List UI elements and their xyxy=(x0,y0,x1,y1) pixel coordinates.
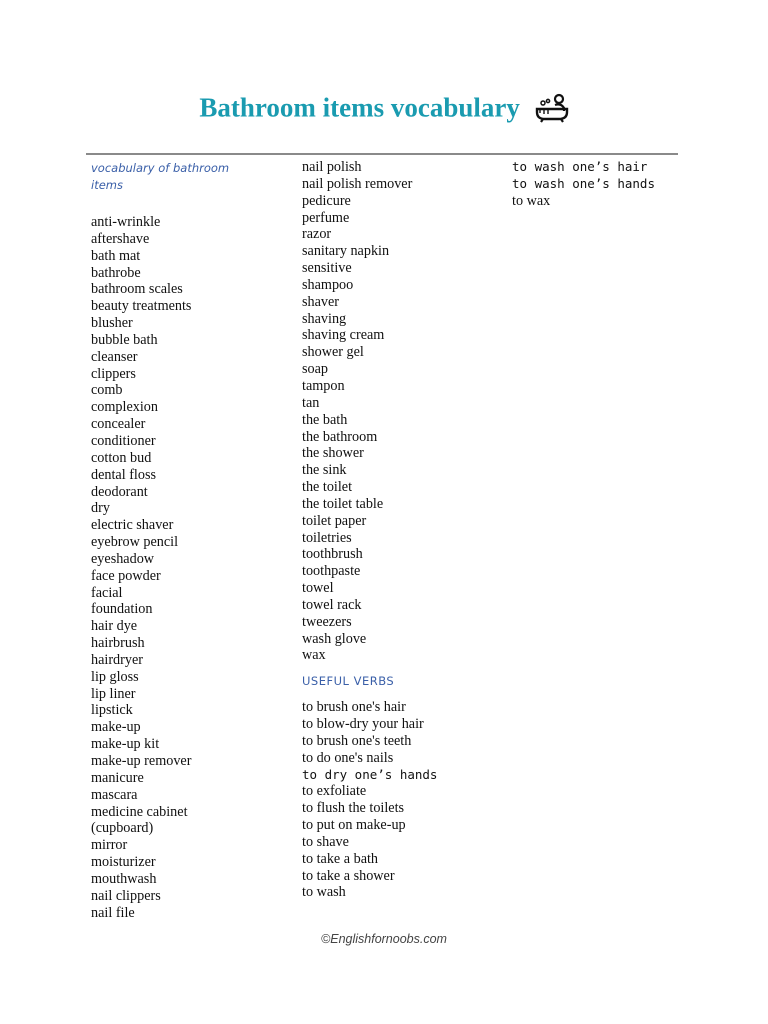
list-item: facial xyxy=(91,584,123,601)
list-item: wash glove xyxy=(302,630,367,647)
list-item: deodorant xyxy=(91,483,148,500)
list-item: to put on make-up xyxy=(302,817,406,834)
list-item: lip liner xyxy=(91,685,136,702)
list-item: soap xyxy=(302,361,329,378)
list-item: toilet paper xyxy=(302,512,367,529)
list-item: make-up kit xyxy=(91,736,160,753)
list-item: to dry one’s hands xyxy=(302,766,438,782)
list-item: electric shaver xyxy=(91,517,174,534)
list-item: sensitive xyxy=(302,260,352,277)
list-item: to wash one’s hair xyxy=(512,159,648,174)
list-item: the toilet xyxy=(302,479,353,496)
list-item: eyebrow pencil xyxy=(91,534,179,551)
list-item: aftershave xyxy=(91,230,150,247)
list-item: to take a bath xyxy=(302,850,379,867)
list-item: blusher xyxy=(91,315,133,332)
list-item: hairdryer xyxy=(91,651,143,668)
list-item: to brush one's hair xyxy=(302,699,406,716)
list-item: nail polish xyxy=(302,159,362,175)
list-item: shaving cream xyxy=(302,327,385,344)
list-item: shaver xyxy=(302,293,340,310)
list-item: towel xyxy=(302,580,334,597)
list-item: moisturizer xyxy=(91,854,156,871)
list-item: dry xyxy=(91,500,110,517)
verbs-list xyxy=(302,699,437,901)
list-item: to wash one’s hands xyxy=(512,175,655,191)
list-item: toiletries xyxy=(302,529,352,546)
list-item: lipstick xyxy=(91,702,133,719)
list-item: tweezers xyxy=(302,613,352,630)
list-item: bath mat xyxy=(91,247,141,264)
list-item: nail clippers xyxy=(91,887,161,904)
divider-line xyxy=(86,153,678,155)
vocab-list-1 xyxy=(91,214,261,921)
list-item: bathrobe xyxy=(91,264,141,281)
list-item: mouthwash xyxy=(91,870,157,887)
list-item: concealer xyxy=(91,416,146,433)
list-item: hairbrush xyxy=(91,635,145,652)
list-item: make-up xyxy=(91,719,141,736)
list-item: anti-wrinkle xyxy=(91,214,161,230)
list-item: bubble bath xyxy=(91,331,158,348)
list-item: pedicure xyxy=(302,192,351,209)
page-title xyxy=(0,90,768,123)
list-item: eyeshadow xyxy=(91,550,155,567)
subheading: vocabulary of bathroom items xyxy=(91,161,230,192)
list-item: beauty treatments xyxy=(91,298,192,315)
list-item: conditioner xyxy=(91,432,156,449)
list-item: bathroom scales xyxy=(91,281,183,298)
list-item: to blow-dry your hair xyxy=(302,716,424,732)
verbs-list-continued xyxy=(512,159,655,210)
column-3 xyxy=(512,159,655,210)
list-item: make-up remover xyxy=(91,753,192,769)
list-item: foundation xyxy=(91,601,153,618)
list-item: hair dye xyxy=(91,618,138,635)
list-item: complexion xyxy=(91,399,158,416)
list-item: dental floss xyxy=(91,466,157,483)
list-item: to do one's nails xyxy=(302,749,394,766)
list-item: nail file xyxy=(91,904,135,921)
list-item: sanitary napkin xyxy=(302,243,390,260)
list-item: razor xyxy=(302,226,332,243)
list-item: the bathroom xyxy=(302,428,378,445)
list-item: to brush one's teeth xyxy=(302,732,412,749)
list-item: towel rack xyxy=(302,596,362,613)
list-item: face powder xyxy=(91,567,161,584)
vocab-list-2 xyxy=(302,159,437,664)
list-item: the shower xyxy=(302,445,364,462)
list-item: cotton bud xyxy=(91,449,152,466)
list-item: tan xyxy=(302,394,320,411)
list-item: manicure xyxy=(91,769,144,786)
footer-copyright: ©Englishfornoobs.com xyxy=(321,932,447,946)
list-item: mascara xyxy=(91,786,138,803)
useful-verbs-heading: USEFUL VERBS xyxy=(302,674,395,689)
list-item: shaving xyxy=(302,310,347,327)
list-item: (cupboard) xyxy=(91,820,154,837)
list-item: toothpaste xyxy=(302,563,361,580)
list-item: nail polish remover xyxy=(302,175,413,192)
list-item: to shave xyxy=(302,833,349,850)
list-item: to flush the toilets xyxy=(302,800,405,817)
list-item: to wax xyxy=(512,192,551,209)
list-item: clippers xyxy=(91,365,136,382)
list-item: medicine cabinet xyxy=(91,803,188,820)
list-item: tampon xyxy=(302,377,345,394)
page-title-text: Bathroom items vocabulary xyxy=(199,92,520,123)
list-item: to exfoliate xyxy=(302,783,367,800)
list-item: mirror xyxy=(91,837,128,854)
list-item: toothbrush xyxy=(302,546,363,563)
list-item: perfume xyxy=(302,209,350,226)
list-item: shampoo xyxy=(302,276,354,293)
list-item: to take a shower xyxy=(302,867,395,884)
list-item: to wash xyxy=(302,884,346,901)
bathtub-icon xyxy=(535,93,569,123)
column-1 xyxy=(91,160,261,921)
list-item: cleanser xyxy=(91,348,138,365)
list-item: comb xyxy=(91,382,123,399)
list-item: shower gel xyxy=(302,344,364,361)
list-item: wax xyxy=(302,647,326,664)
list-item: lip gloss xyxy=(91,668,139,685)
list-item: the bath xyxy=(302,411,348,428)
list-item: the sink xyxy=(302,462,347,479)
column-2 xyxy=(302,159,437,901)
list-item: the toilet table xyxy=(302,495,384,512)
